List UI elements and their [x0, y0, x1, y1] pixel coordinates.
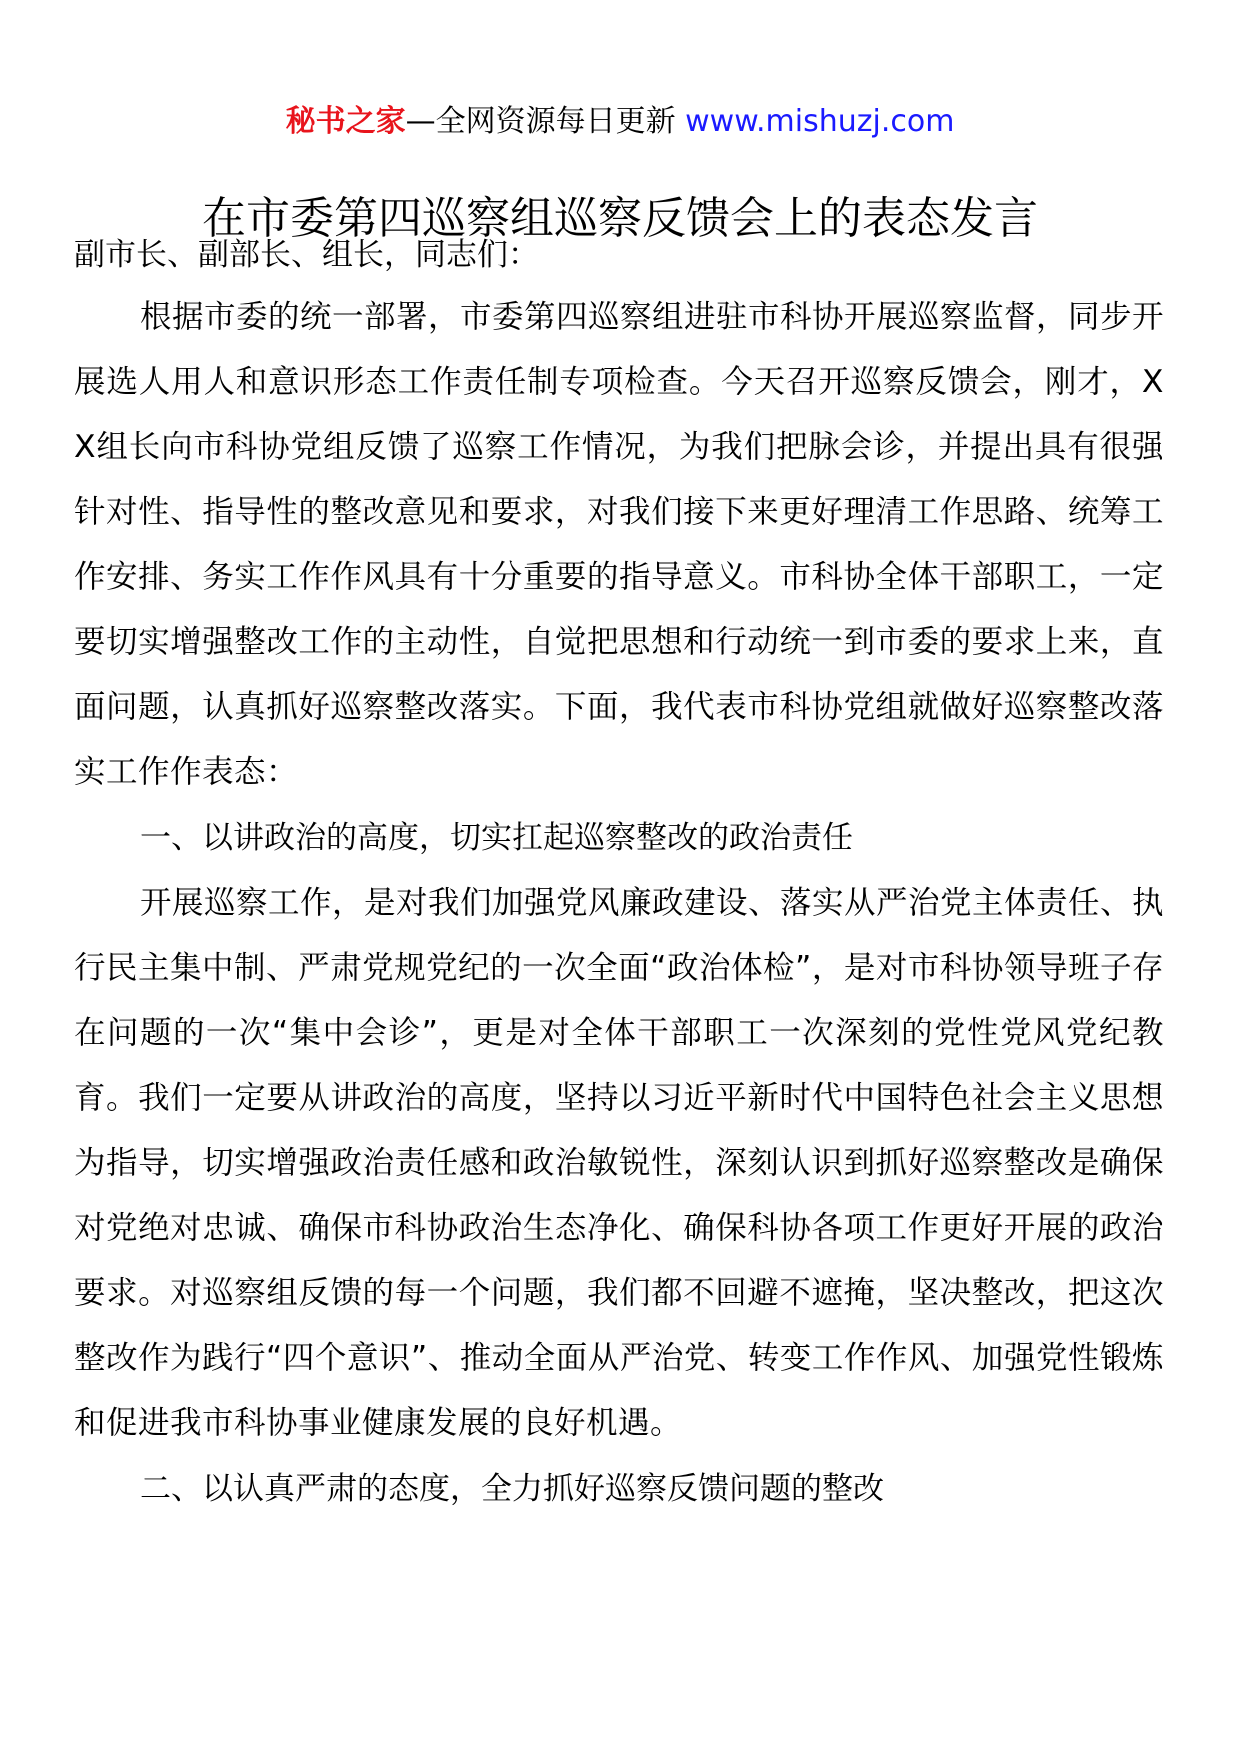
- section-heading-2: 二、以认真严肃的态度，全力抓好巡察反馈问题的整改: [140, 1471, 884, 1507]
- document-title: 在市委第四巡察组巡察反馈会上的表态发言: [202, 193, 1038, 245]
- document-body: [74, 225, 1164, 1522]
- brand-name: 秘书之家: [285, 104, 406, 139]
- section-heading-1: 一、以讲政治的高度，切实扛起巡察整改的政治责任: [140, 820, 853, 856]
- paragraph-intro: 根据市委的统一部署，市委第四巡察组进驻市科协开展巡察监督，同步开展选人用人和意识形态工作责任制专项检查。今天召开巡察反馈会，刚才，XX组长向市科协党组反馈了巡察工作情况，为我们把脉会诊，并提出具有很强针对性、指导性的整改意见和要求，对我们接下来更好理清工作思路、统筹工作安排、务实工作作风具有十分重要的指导意义。市科协全体干部职工，一定要切实增强整改工作的主动性，自觉把思想和行动统一到市委的要求上来，直面问题，认真抓好巡察整改落实。下面，我代表市科协党组就做好巡察整改落实工作作表态：: [74, 299, 1165, 790]
- watermark-header: [0, 102, 1240, 142]
- header-slogan: —全网资源每日更新: [405, 104, 686, 139]
- site-url-link[interactable]: www.mishuzj.com: [685, 104, 955, 139]
- paragraph-section-1: 开展巡察工作，是对我们加强党风廉政建设、落实从严治党主体责任、执行民主集中制、严肃党规党纪的一次全面“政治体检”，是对市科协领导班子存在问题的一次“集中会诊”，更是对全体干部职工一次深刻的党性党风党纪教育。我们一定要从讲政治的高度，坚持以习近平新时代中国特色社会主义思想为指导，切实增强政治责任感和政治敏锐性，深刻认识到抓好巡察整改是确保对党绝对忠诚、确保市科协政治生态净化、确保科协各项工作更好开展的政治要求。对巡察组反馈的每一个问题，我们都不回避不遮掩，坚决整改，把这次整改作为践行“四个意识”、推动全面从严治党、转变工作作风、加强党性锻炼和促进我市科协事业健康发展的良好机遇。: [74, 885, 1165, 1441]
- salutation: 副市长、副部长、组长，同志们：: [74, 237, 539, 273]
